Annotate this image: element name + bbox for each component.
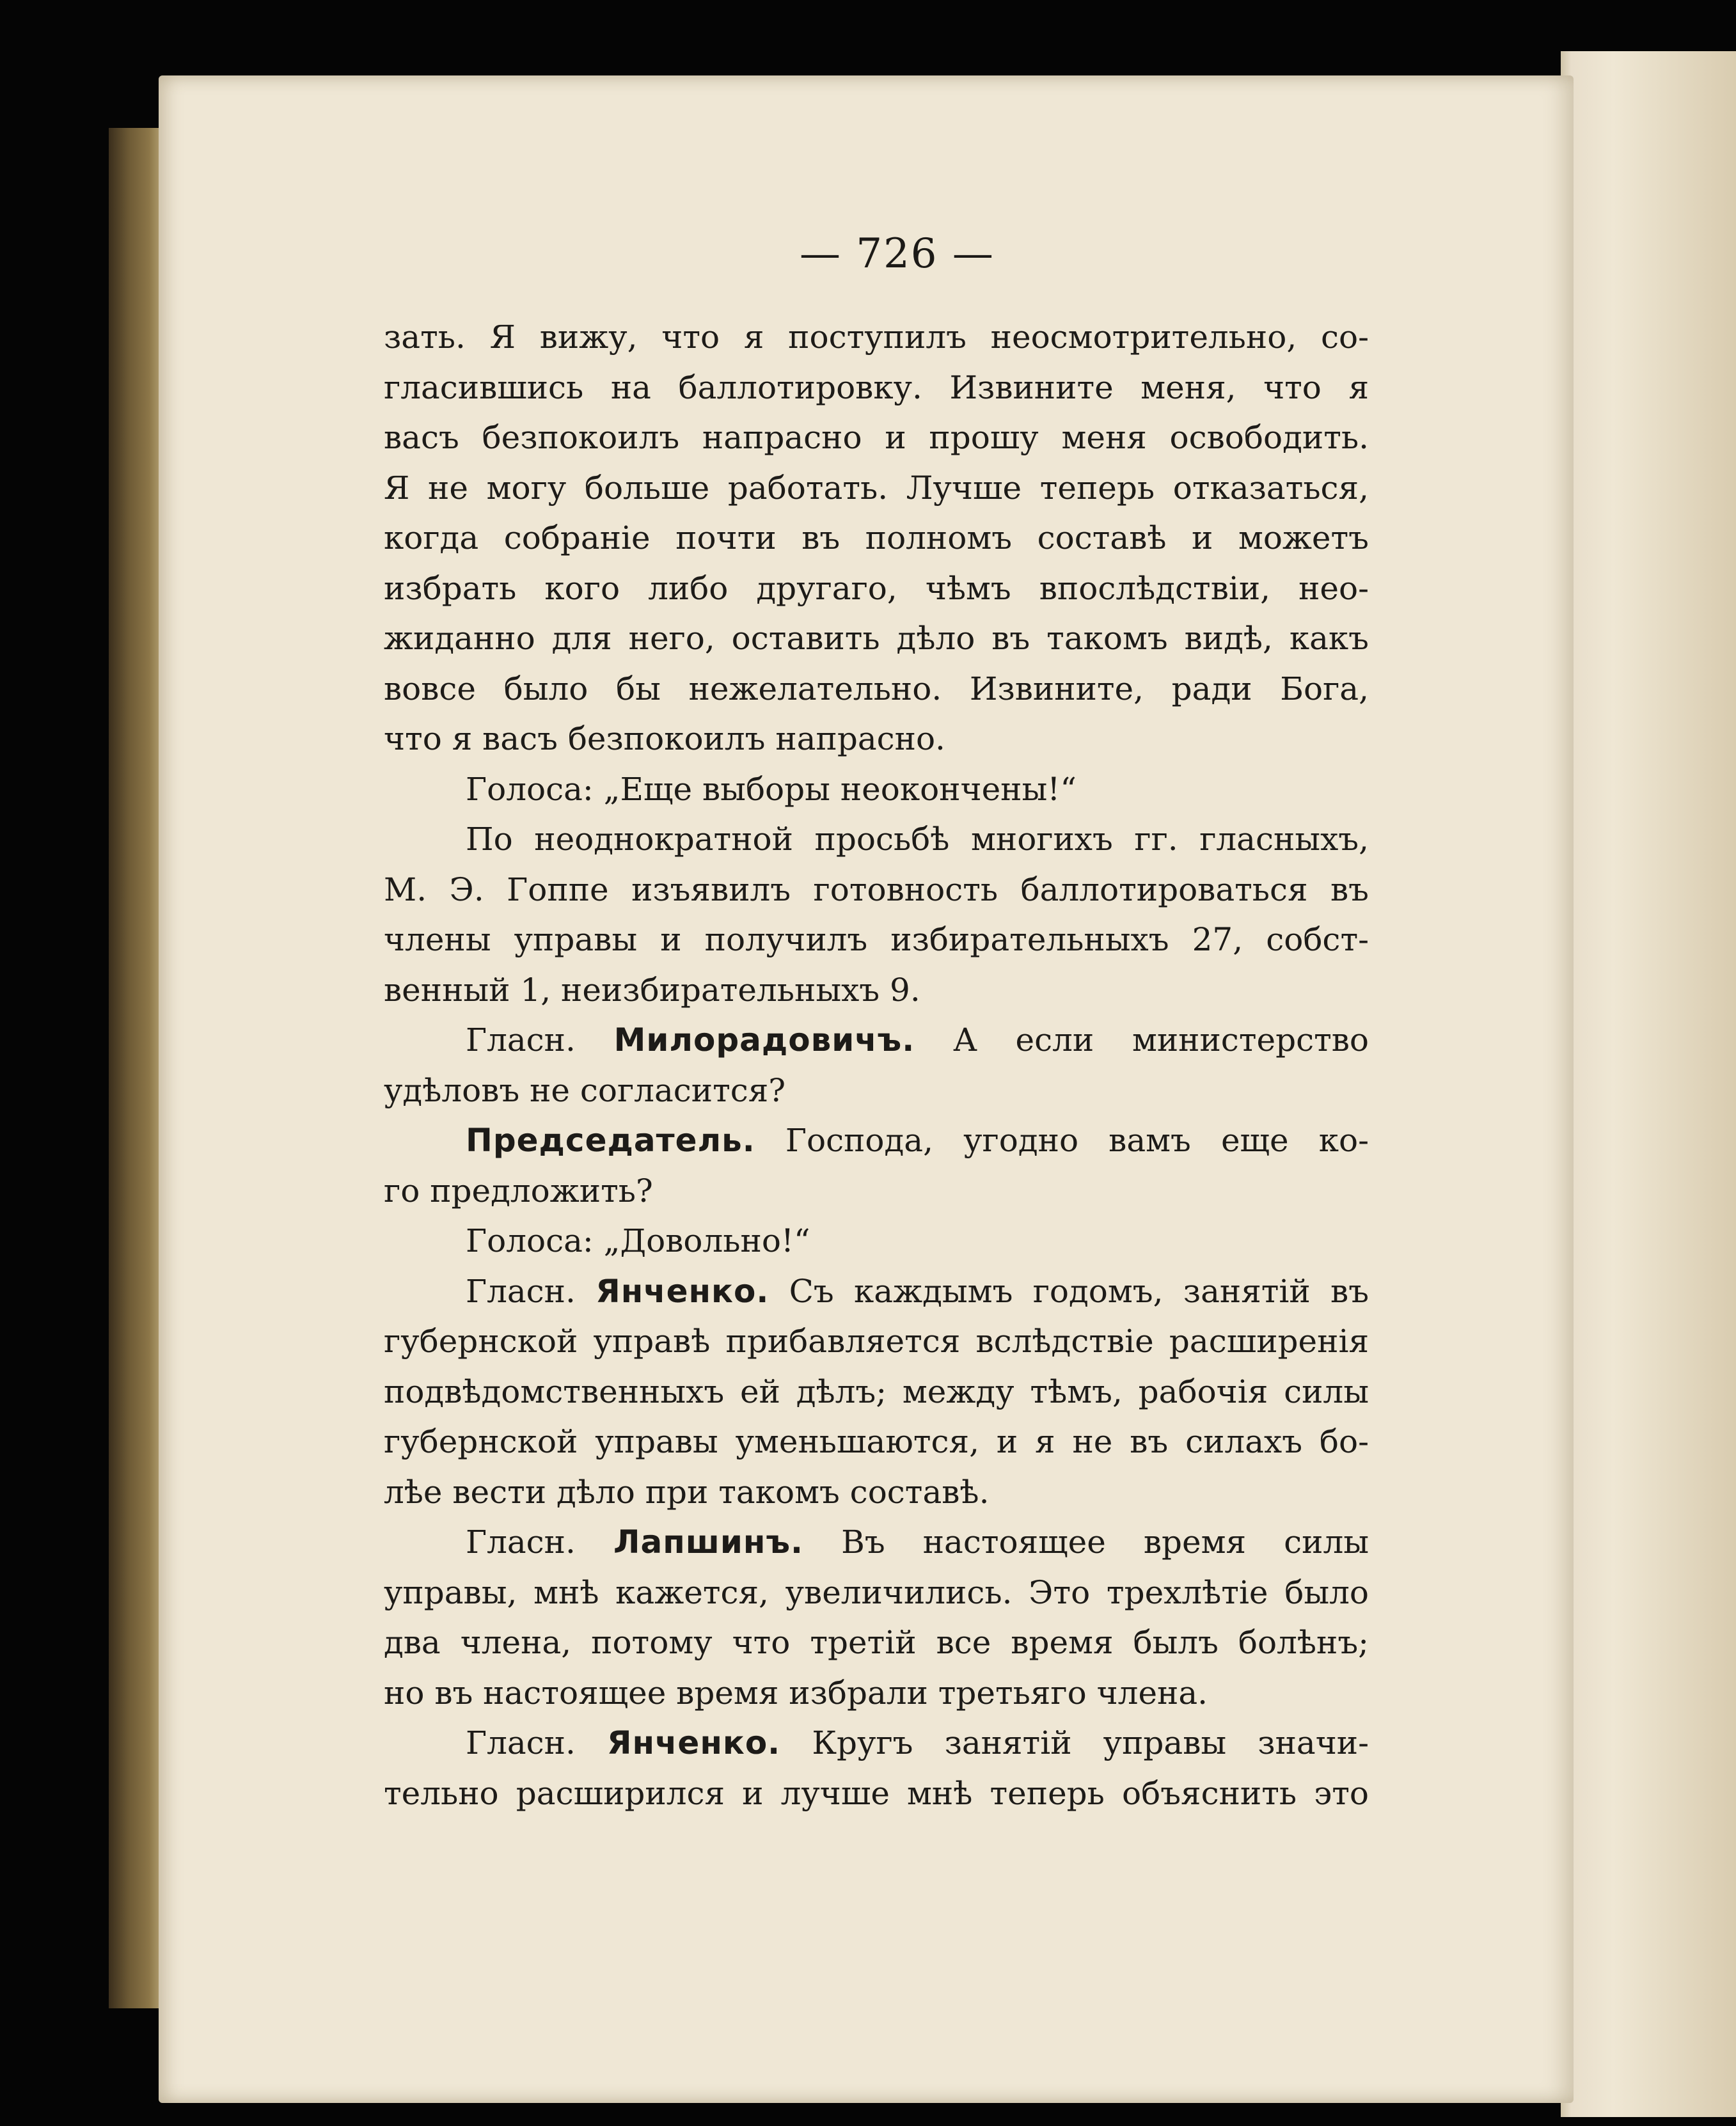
line-text: губернской управы уменьшаются, и я не въ силахъ бо- <box>384 1423 1369 1460</box>
text-line <box>384 1316 1369 1367</box>
line-text: зать. Я вижу, что я поступилъ неосмотрительно, со- <box>384 319 1369 356</box>
text-line <box>384 1266 1369 1317</box>
speaker-name: Янченко. <box>596 1272 769 1310</box>
text-line <box>384 1568 1369 1618</box>
text-line <box>384 363 1369 413</box>
line-text: избрать кого либо другаго, чѣмъ впослѣдствіи, нео- <box>384 569 1369 607</box>
text-line <box>384 1015 1369 1066</box>
text-line <box>384 1216 1369 1266</box>
line-text: два члена, потому что третій все время былъ болѣнъ; <box>384 1624 1369 1661</box>
line-text: члены управы и получилъ избирательныхъ 27, собст- <box>384 921 1369 958</box>
line-text: когда собраніе почти въ полномъ составѣ и можетъ <box>384 519 1369 556</box>
text-line <box>384 1618 1369 1668</box>
text-line <box>384 613 1369 664</box>
facing-page-edge <box>1561 51 1736 2117</box>
text-line <box>384 312 1369 363</box>
line-text: губернской управѣ прибавляется вслѣдствіе расширенія <box>384 1323 1369 1360</box>
line-text: гласившись на баллотировку. Извините меня, что я <box>384 368 1369 406</box>
text-line <box>384 1718 1369 1768</box>
line-text: По неоднократной просьбѣ многихъ гг. гласныхъ, <box>466 821 1369 858</box>
line-text: А если министерство <box>915 1021 1369 1059</box>
line-text: М. Э. Гоппе изъявилъ готовность баллотироваться въ <box>384 870 1369 908</box>
text-line <box>384 563 1369 614</box>
text-line <box>384 413 1369 463</box>
text-line <box>384 814 1369 865</box>
line-text: Гласн. <box>466 1524 613 1561</box>
line-text: управы, мнѣ кажется, увеличились. Это трехлѣтіе было <box>384 1573 1369 1611</box>
line-text: Съ каждымъ годомъ, занятій въ <box>769 1272 1369 1310</box>
line-text: венный 1, неизбирательныхъ 9. <box>384 971 920 1009</box>
speaker-name: Лапшинъ. <box>613 1524 804 1561</box>
line-text: но въ настоящее время избрали третьяго члена. <box>384 1674 1208 1712</box>
text-line <box>384 1066 1369 1116</box>
line-text: удѣловъ не согласится? <box>384 1071 786 1109</box>
line-text: Гласн. <box>466 1021 614 1059</box>
line-text: Кругъ занятій управы значи- <box>780 1724 1369 1761</box>
text-line <box>384 1768 1369 1819</box>
speaker-name: Председатель. <box>466 1122 755 1159</box>
line-text: лѣе вести дѣло при такомъ составѣ. <box>384 1473 990 1511</box>
text-line <box>384 1517 1369 1568</box>
text-line <box>384 1417 1369 1467</box>
line-text: Гласн. <box>466 1724 608 1761</box>
line-text: Въ настоящее время силы <box>803 1524 1369 1561</box>
text-line <box>384 714 1369 764</box>
text-line <box>384 764 1369 815</box>
text-line <box>384 1367 1369 1417</box>
line-text: васъ безпокоилъ напрасно и прошу меня освободить. <box>384 419 1369 456</box>
text-line <box>384 1467 1369 1518</box>
speaker-name: Милорадовичъ. <box>613 1021 915 1059</box>
page-text-block <box>384 312 1369 1818</box>
line-text: Голоса: „Довольно!“ <box>466 1222 810 1259</box>
text-line <box>384 1115 1369 1166</box>
line-text: тельно расширился и лучше мнѣ теперь объяснить это <box>384 1774 1369 1812</box>
text-line <box>384 1166 1369 1217</box>
line-text: подвѣдомственныхъ ей дѣлъ; между тѣмъ, рабочія силы <box>384 1373 1369 1410</box>
line-text: жиданно для него, оставить дѣло въ такомъ видѣ, какъ <box>384 620 1369 657</box>
text-line <box>384 915 1369 965</box>
text-line <box>384 664 1369 714</box>
speaker-name: Янченко. <box>607 1724 781 1761</box>
text-line <box>384 865 1369 915</box>
book-page-edges-left <box>109 128 166 2008</box>
line-text: вовсе было бы нежелательно. Извините, ради Бога, <box>384 670 1369 707</box>
text-line <box>384 463 1369 514</box>
text-line <box>384 513 1369 563</box>
text-line <box>384 1668 1369 1719</box>
line-text: Господа, угодно вамъ еще ко- <box>755 1122 1369 1159</box>
line-text: го предложить? <box>384 1172 653 1209</box>
line-text: Я не могу больше работать. Лучше теперь отказаться, <box>384 469 1369 507</box>
line-text: что я васъ безпокоилъ напрасно. <box>384 720 945 757</box>
line-text: Гласн. <box>466 1272 596 1310</box>
text-line <box>384 965 1369 1016</box>
page-number: — 726 — <box>800 230 995 278</box>
line-text: Голоса: „Еще выборы неокончены!“ <box>466 770 1077 808</box>
